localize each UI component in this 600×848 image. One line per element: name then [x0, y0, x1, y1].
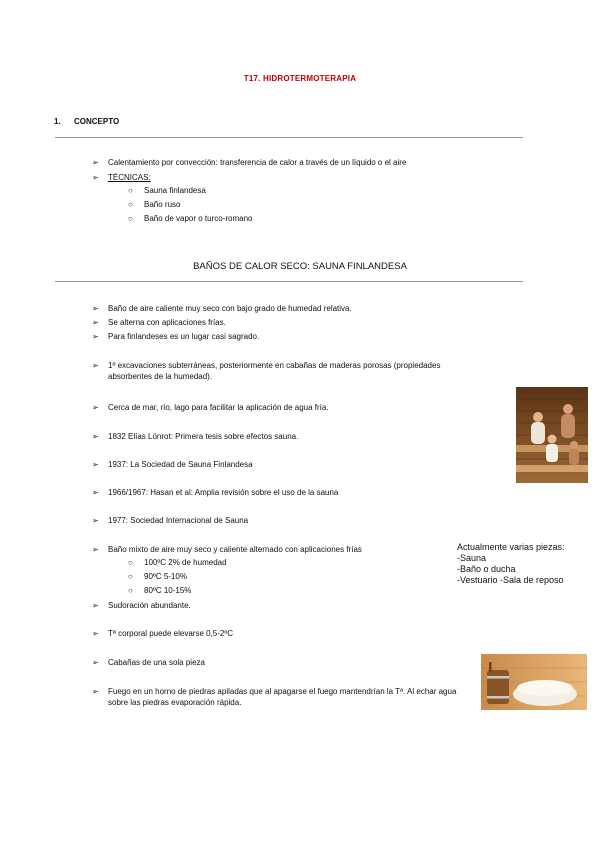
list-item: [92, 487, 338, 498]
circle-bullet-icon: ○: [128, 200, 133, 209]
list-item-text: Calentamiento por convección: transferencia de calor a través de un líquido o el aire: [108, 158, 407, 167]
list-item-text: 1966/1967: Hasan et al: Amplia revisión sobre el uso de la sauna: [108, 488, 339, 497]
sub-list-item: [128, 558, 227, 567]
arrow-bullet-icon: ➢: [92, 361, 99, 370]
circle-bullet-icon: ○: [128, 586, 133, 595]
sub-list-item-text: Baño de vapor o turco-romano: [144, 214, 253, 223]
side-note-line: -Baño o ducha: [457, 564, 516, 574]
circle-bullet-icon: ○: [128, 558, 133, 567]
arrow-bullet-icon: ➢: [92, 545, 99, 554]
sub-list-item: [128, 572, 187, 581]
list-item-text: 1977: Sociedad Internacional de Sauna: [108, 516, 249, 525]
arrow-bullet-icon: ➢: [92, 332, 99, 341]
list-item-text: 1º excavaciones subterráneas, posteriormente en cabañas de maderas porosas (propiedades absorbentes de la humedad).: [108, 361, 441, 381]
arrow-bullet-icon: ➢: [92, 304, 99, 313]
list-item: [92, 157, 406, 168]
arrow-bullet-icon: ➢: [92, 629, 99, 638]
arrow-bullet-icon: ➢: [92, 318, 99, 327]
list-item: [92, 459, 253, 470]
list-item: [92, 431, 298, 442]
circle-bullet-icon: ○: [128, 186, 133, 195]
list-item: [92, 360, 472, 382]
section-heading: BAÑOS DE CALOR SECO: SAUNA FINLANDESA: [193, 261, 407, 272]
list-item: [92, 600, 191, 611]
list-item-text: TÉCNICAS:: [108, 173, 151, 182]
list-item-text: 1832 Elías Lönrot: Primera tesis sobre efectos sauna.: [108, 432, 299, 441]
sub-list-item-text: 100ºC 2% de humedad: [144, 558, 227, 567]
arrow-bullet-icon: ➢: [92, 488, 99, 497]
list-item-text: Baño de aire caliente muy seco con bajo grado de humedad relativa.: [108, 304, 352, 313]
list-item: [92, 628, 233, 639]
arrow-bullet-icon: ➢: [92, 173, 99, 182]
arrow-bullet-icon: ➢: [92, 432, 99, 441]
section-concept-heading: [54, 117, 119, 126]
side-note: [457, 542, 565, 586]
list-item-text: 1937: La Sociedad de Sauna Finlandesa: [108, 460, 253, 469]
sauna-bucket-photo: [481, 654, 587, 710]
arrow-bullet-icon: ➢: [92, 516, 99, 525]
arrow-bullet-icon: ➢: [92, 687, 99, 696]
arrow-bullet-icon: ➢: [92, 158, 99, 167]
list-item: [92, 172, 151, 183]
sub-list-item: [128, 214, 253, 223]
list-item-text: Tª corporal puede elevarse 0,5-2ºC: [108, 629, 234, 638]
side-note-line: -Sauna: [457, 553, 487, 563]
arrow-bullet-icon: ➢: [92, 658, 99, 667]
list-item: [92, 331, 259, 342]
list-item-text: Se alterna con aplicaciones frías.: [108, 318, 226, 327]
sub-list-item-text: 80ºC 10-15%: [144, 586, 192, 595]
divider-line: [55, 137, 523, 138]
list-item-text: Sudoración abundante.: [108, 601, 191, 610]
list-item-text: Fuego en un horno de piedras apiladas que al apagarse el fuego mantendrían la Tª. Al echar agua sobre las piedras evaporación rápida.: [108, 687, 457, 707]
sub-list-item-text: Baño ruso: [144, 200, 181, 209]
side-note-line: -Vestuario -Sala de reposo: [457, 575, 564, 585]
circle-bullet-icon: ○: [128, 214, 133, 223]
list-item: [92, 317, 226, 328]
list-item: [92, 657, 205, 668]
divider-line: [55, 281, 523, 282]
sub-list-item: [128, 200, 180, 209]
sub-list-item-text: Sauna finlandesa: [144, 186, 206, 195]
arrow-bullet-icon: ➢: [92, 601, 99, 610]
arrow-bullet-icon: ➢: [92, 403, 99, 412]
list-item: [92, 303, 352, 314]
section-label: CONCEPTO: [74, 117, 120, 126]
list-item: [92, 544, 362, 555]
list-item-text: Cerca de mar, río, lago para facilitar la aplicación de agua fría.: [108, 403, 329, 412]
side-note-line: Actualmente varias piezas:: [457, 542, 565, 552]
list-item: [92, 686, 464, 708]
document-title: T17. HIDROTERMOTERAPIA: [243, 74, 357, 83]
circle-bullet-icon: ○: [128, 572, 133, 581]
sub-list-item: [128, 586, 191, 595]
list-item-text: Para finlandeses es un lugar casi sagrado.: [108, 332, 260, 341]
sauna-people-photo: [516, 387, 588, 483]
list-item-text: Cabañas de una sola pieza: [108, 658, 205, 667]
list-item-text: Baño mixto de aire muy seco y caliente alternado con aplicaciones frías: [108, 545, 362, 554]
arrow-bullet-icon: ➢: [92, 460, 99, 469]
sub-list-item: [128, 186, 206, 195]
sub-list-item-text: 90ºC 5-10%: [144, 572, 187, 581]
section-number: 1.: [54, 117, 61, 126]
list-item: [92, 402, 329, 413]
list-item: [92, 515, 248, 526]
